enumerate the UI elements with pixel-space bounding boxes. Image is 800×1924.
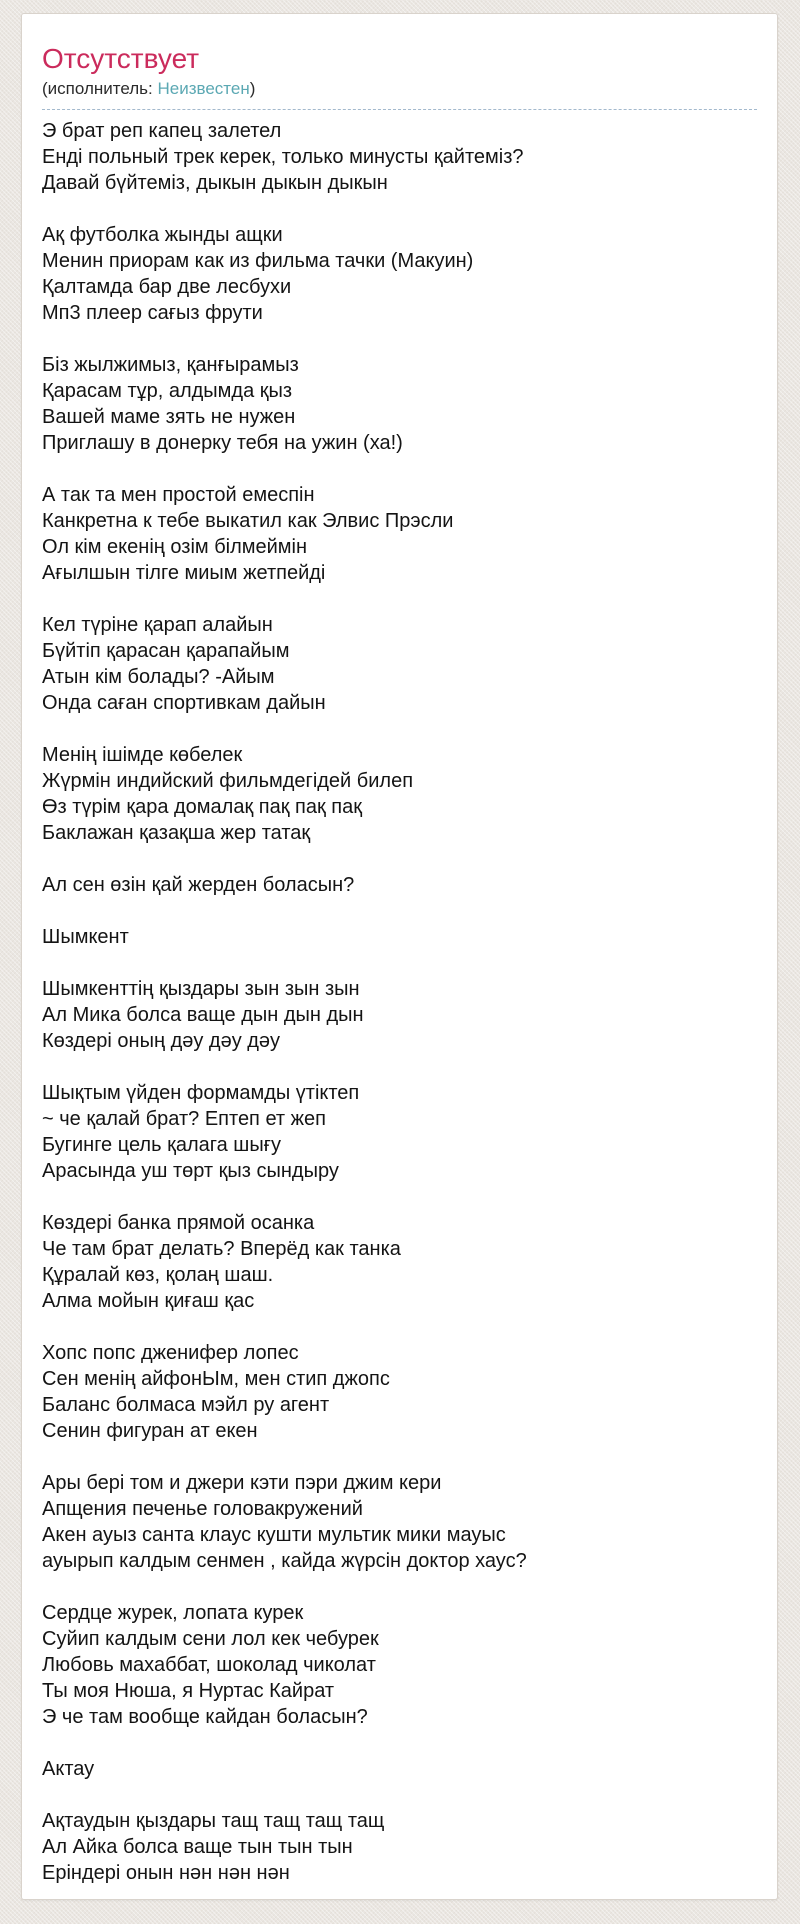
lyric-line: Көздері банка прямой осанка (42, 1212, 315, 1234)
lyric-line: Сен менің айфонЫм, мен стип джопс (42, 1368, 390, 1390)
lyric-line: Ақ футболка жынды ащки (42, 224, 283, 246)
lyric-line: Көздері оның дәу дәу дәу (42, 1030, 281, 1052)
stanza (42, 1210, 757, 1314)
lyric-line: Менің ішімде көбелек (42, 744, 243, 766)
lyric-line: А так та мен простой емеспін (42, 484, 315, 506)
lyric-line: Өз түрім қара домалақ пақ пақ пақ (42, 796, 362, 818)
lyric-line: Шықтым үйден формамды үтіктеп (42, 1082, 360, 1104)
lyric-line: Баклажан қазақша жер татақ (42, 822, 311, 844)
stanza (42, 872, 757, 898)
lyric-line: Ақтаудын қыздары тащ тащ тащ тащ (42, 1810, 385, 1832)
stanza (42, 352, 757, 456)
stanza (42, 1600, 757, 1730)
lyric-line: Канкретна к тебе выкатил как Элвис Прэсли (42, 510, 454, 532)
lyric-line: Біз жылжимыз, қанғырамыз (42, 354, 299, 376)
artist-label-prefix: (исполнитель: (42, 79, 158, 98)
lyric-line: Арасында уш төрт қыз сындыру (42, 1160, 339, 1182)
lyric-line: Апщения печенье головакружений (42, 1498, 363, 1520)
lyric-line: Че там брат делать? Вперёд как танка (42, 1238, 401, 1260)
lyric-line: Ты моя Нюша, я Нуртас Кайрат (42, 1680, 335, 1702)
stanza (42, 612, 757, 716)
song-title: Отсутствует (42, 43, 200, 74)
lyric-line: ауырып калдым сенмен , кайда жүрсін доктор хаус? (42, 1550, 527, 1572)
stanza (42, 1756, 757, 1782)
stanza (42, 924, 757, 950)
stanza (42, 1340, 757, 1444)
lyric-line: Қалтамда бар две лесбухи (42, 276, 292, 298)
stanza (42, 742, 757, 846)
lyric-line: Баланс болмаса мэйл ру агент (42, 1394, 330, 1416)
lyric-line: Э брат реп капец залетел (42, 120, 282, 142)
lyric-line: Менин приорам как из фильма тачки (Макуин) (42, 250, 474, 272)
lyric-line: Приглашу в донерку тебя на ужин (ха!) (42, 432, 403, 454)
artist-link[interactable]: Неизвестен (157, 79, 250, 98)
artist-label-suffix: ) (249, 79, 256, 98)
lyric-line: Суйип калдым сени лол кек чебурек (42, 1628, 379, 1650)
lyric-line: Акен ауыз санта клаус кушти мультик мики мауыс (42, 1524, 506, 1546)
lyric-line: Давай бүйтеміз, дыкын дыкын дыкын (42, 172, 388, 194)
stanza (42, 976, 757, 1054)
stanza (42, 118, 757, 196)
lyric-line: Енді польный трек керек, только минусты қайтеміз? (42, 146, 524, 168)
lyric-line: Ол кім екенің озім білмеймін (42, 536, 308, 558)
lyric-line: Ағылшын тілге миым жетпейді (42, 562, 326, 584)
stanza (42, 1808, 757, 1886)
lyric-line: Ары бері том и джери кэти пэри джим кери (42, 1472, 442, 1494)
stanza (42, 1080, 757, 1184)
lyric-line: ~ че қалай брат? Ептеп ет жеп (42, 1108, 326, 1130)
stanza (42, 222, 757, 326)
lyrics-text (42, 118, 757, 1886)
lyric-line: Ал Айка болса ваще тын тын тын (42, 1836, 353, 1858)
lyric-line: Бүйтіп қарасан қарапайым (42, 640, 290, 662)
lyric-line: Любовь махаббат, шоколад чиколат (42, 1654, 376, 1676)
stanza (42, 1470, 757, 1574)
lyric-line: Қарасам тұр, алдымда қыз (42, 380, 293, 402)
artist-line (42, 79, 757, 99)
song-header (42, 44, 757, 110)
lyric-line: Сердце журек, лопата курек (42, 1602, 304, 1624)
lyric-line: Вашей маме зять не нужен (42, 406, 296, 428)
lyric-line: Онда саған спортивкам дайын (42, 692, 326, 714)
lyric-line: Сенин фигуран ат екен (42, 1420, 258, 1442)
lyric-line: Бугинге цель қалага шығу (42, 1134, 281, 1156)
lyric-line: Ал сен өзін қай жерден боласын? (42, 874, 355, 896)
lyric-line: Шымкент (42, 926, 129, 948)
lyric-line: Шымкенттің қыздары зын зын зын (42, 978, 360, 1000)
lyric-line: Құралай көз, қолаң шаш. (42, 1264, 274, 1286)
lyric-line: Еріндері онын нән нән нән (42, 1862, 290, 1884)
lyric-line: Кел түріне қарап алайын (42, 614, 273, 636)
lyric-line: Мп3 плеер сағыз фрути (42, 302, 263, 324)
lyrics-card (21, 13, 778, 1900)
lyric-line: Алма мойын қиғаш қас (42, 1290, 255, 1312)
lyric-line: Ал Мика болса ваще дын дын дын (42, 1004, 364, 1026)
lyric-line: Э че там вообще кайдан боласын? (42, 1706, 368, 1728)
stanza (42, 482, 757, 586)
lyric-line: Жүрмін индийский фильмдегідей билеп (42, 770, 414, 792)
lyric-line: Актау (42, 1758, 95, 1780)
lyric-line: Атын кім болады? -Айым (42, 666, 275, 688)
lyric-line: Хопс попс дженифер лопес (42, 1342, 299, 1364)
